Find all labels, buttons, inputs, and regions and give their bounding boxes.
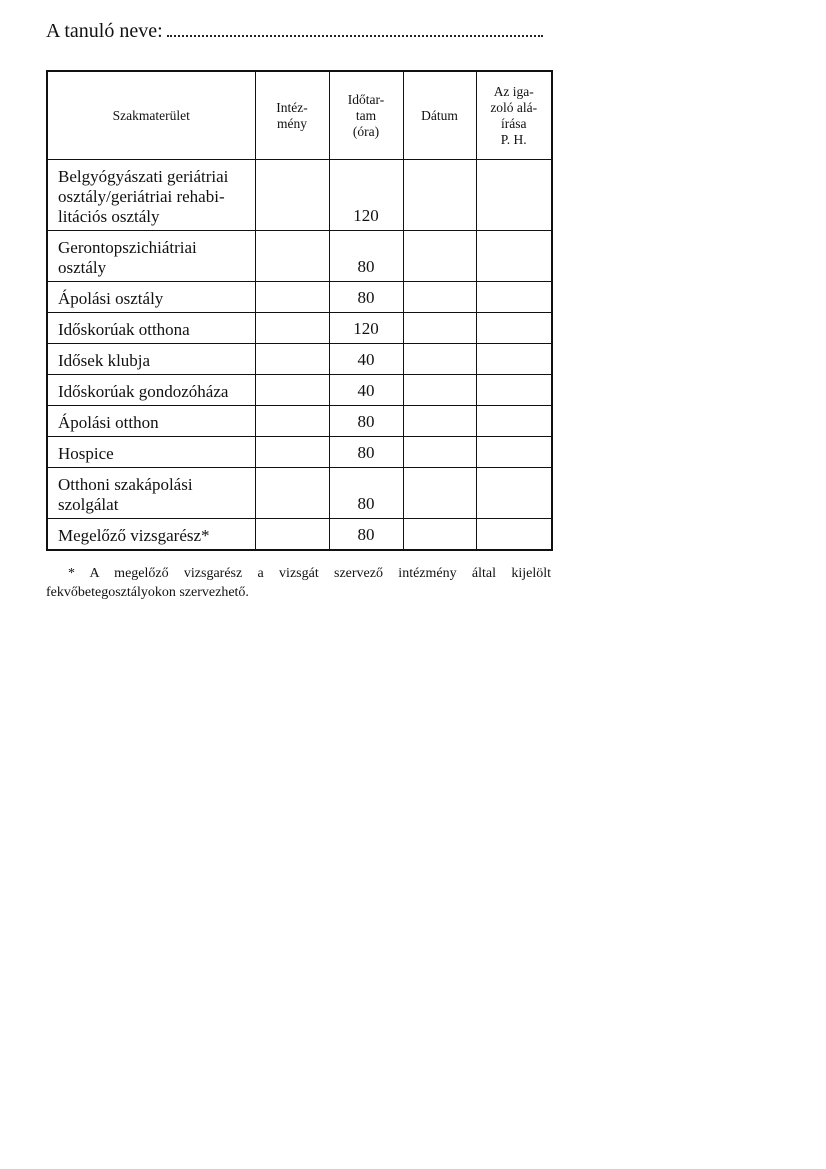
date-cell[interactable] xyxy=(403,344,476,375)
table-row xyxy=(47,282,552,313)
hours-cell: 120 xyxy=(329,313,403,344)
signature-cell[interactable] xyxy=(476,344,552,375)
area-cell xyxy=(47,375,255,406)
area-cell xyxy=(47,437,255,468)
institution-cell[interactable] xyxy=(255,437,329,468)
institution-cell[interactable] xyxy=(255,282,329,313)
signature-cell[interactable] xyxy=(476,519,552,551)
area-cell xyxy=(47,406,255,437)
date-cell[interactable] xyxy=(403,519,476,551)
header-signature: Az iga- zoló alá- írása P. H. xyxy=(476,71,552,160)
area-cell xyxy=(47,231,255,282)
date-cell[interactable] xyxy=(403,437,476,468)
header-date: Dátum xyxy=(403,71,476,160)
area-cell xyxy=(47,468,255,519)
hours-cell: 40 xyxy=(329,344,403,375)
institution-cell[interactable] xyxy=(255,160,329,231)
signature-cell[interactable] xyxy=(476,437,552,468)
institution-cell[interactable] xyxy=(255,406,329,437)
area-cell xyxy=(47,344,255,375)
institution-cell[interactable] xyxy=(255,313,329,344)
table-row xyxy=(47,468,552,519)
date-cell[interactable] xyxy=(403,160,476,231)
table-row xyxy=(47,344,552,375)
area-cell xyxy=(47,313,255,344)
header-area: Szakmaterület xyxy=(47,71,255,160)
hours-cell: 80 xyxy=(329,437,403,468)
table-row xyxy=(47,519,552,551)
date-cell[interactable] xyxy=(403,231,476,282)
date-cell[interactable] xyxy=(403,468,476,519)
date-cell[interactable] xyxy=(403,375,476,406)
area-label: Ápolási osztály xyxy=(58,289,164,308)
table-row xyxy=(47,437,552,468)
area-label: Gerontopszichiátriai osztály xyxy=(58,238,197,277)
table-row xyxy=(47,406,552,437)
hours-cell: 120 xyxy=(329,160,403,231)
header-institution: Intéz- mény xyxy=(255,71,329,160)
table-header-row xyxy=(47,71,552,160)
institution-cell[interactable] xyxy=(255,468,329,519)
student-name-line xyxy=(46,20,543,43)
area-label: Megelőző vizsgarész* xyxy=(58,526,210,545)
hours-cell: 80 xyxy=(329,231,403,282)
table-row xyxy=(47,375,552,406)
signature-cell[interactable] xyxy=(476,468,552,519)
area-cell xyxy=(47,519,255,551)
area-label: Idősek klubja xyxy=(58,351,151,370)
area-label: Időskorúak otthona xyxy=(58,320,190,339)
institution-cell[interactable] xyxy=(255,231,329,282)
area-label: Otthoni szakápolási szolgálat xyxy=(58,475,193,514)
area-label: Ápolási otthon xyxy=(58,413,159,432)
student-name-label: A tanuló neve: xyxy=(46,20,163,42)
area-label: Hospice xyxy=(58,444,114,463)
footnote: * A megelőző vizsgarész a vizsgát szervező intézmény által kijelölt fekvőbetegosztályokon szervezhető. xyxy=(46,566,551,600)
hours-cell: 80 xyxy=(329,519,403,551)
date-cell[interactable] xyxy=(403,282,476,313)
table-row xyxy=(47,313,552,344)
practice-table xyxy=(46,70,553,551)
institution-cell[interactable] xyxy=(255,344,329,375)
hours-cell: 80 xyxy=(329,282,403,313)
hours-cell: 40 xyxy=(329,375,403,406)
table-row xyxy=(47,160,552,231)
area-cell xyxy=(47,160,255,231)
date-cell[interactable] xyxy=(403,313,476,344)
institution-cell[interactable] xyxy=(255,375,329,406)
area-cell xyxy=(47,282,255,313)
hours-cell: 80 xyxy=(329,468,403,519)
student-name-field[interactable] xyxy=(167,31,543,37)
signature-cell[interactable] xyxy=(476,160,552,231)
signature-cell[interactable] xyxy=(476,375,552,406)
signature-cell[interactable] xyxy=(476,406,552,437)
area-label: Belgyógyászati geriátriai osztály/geriátriai rehabi- litációs osztály xyxy=(58,167,229,226)
table-row xyxy=(47,231,552,282)
area-label: Időskorúak gondozóháza xyxy=(58,382,229,401)
signature-cell[interactable] xyxy=(476,313,552,344)
institution-cell[interactable] xyxy=(255,519,329,551)
date-cell[interactable] xyxy=(403,406,476,437)
hours-cell: 80 xyxy=(329,406,403,437)
signature-cell[interactable] xyxy=(476,282,552,313)
header-duration: Időtar- tam (óra) xyxy=(329,71,403,160)
signature-cell[interactable] xyxy=(476,231,552,282)
